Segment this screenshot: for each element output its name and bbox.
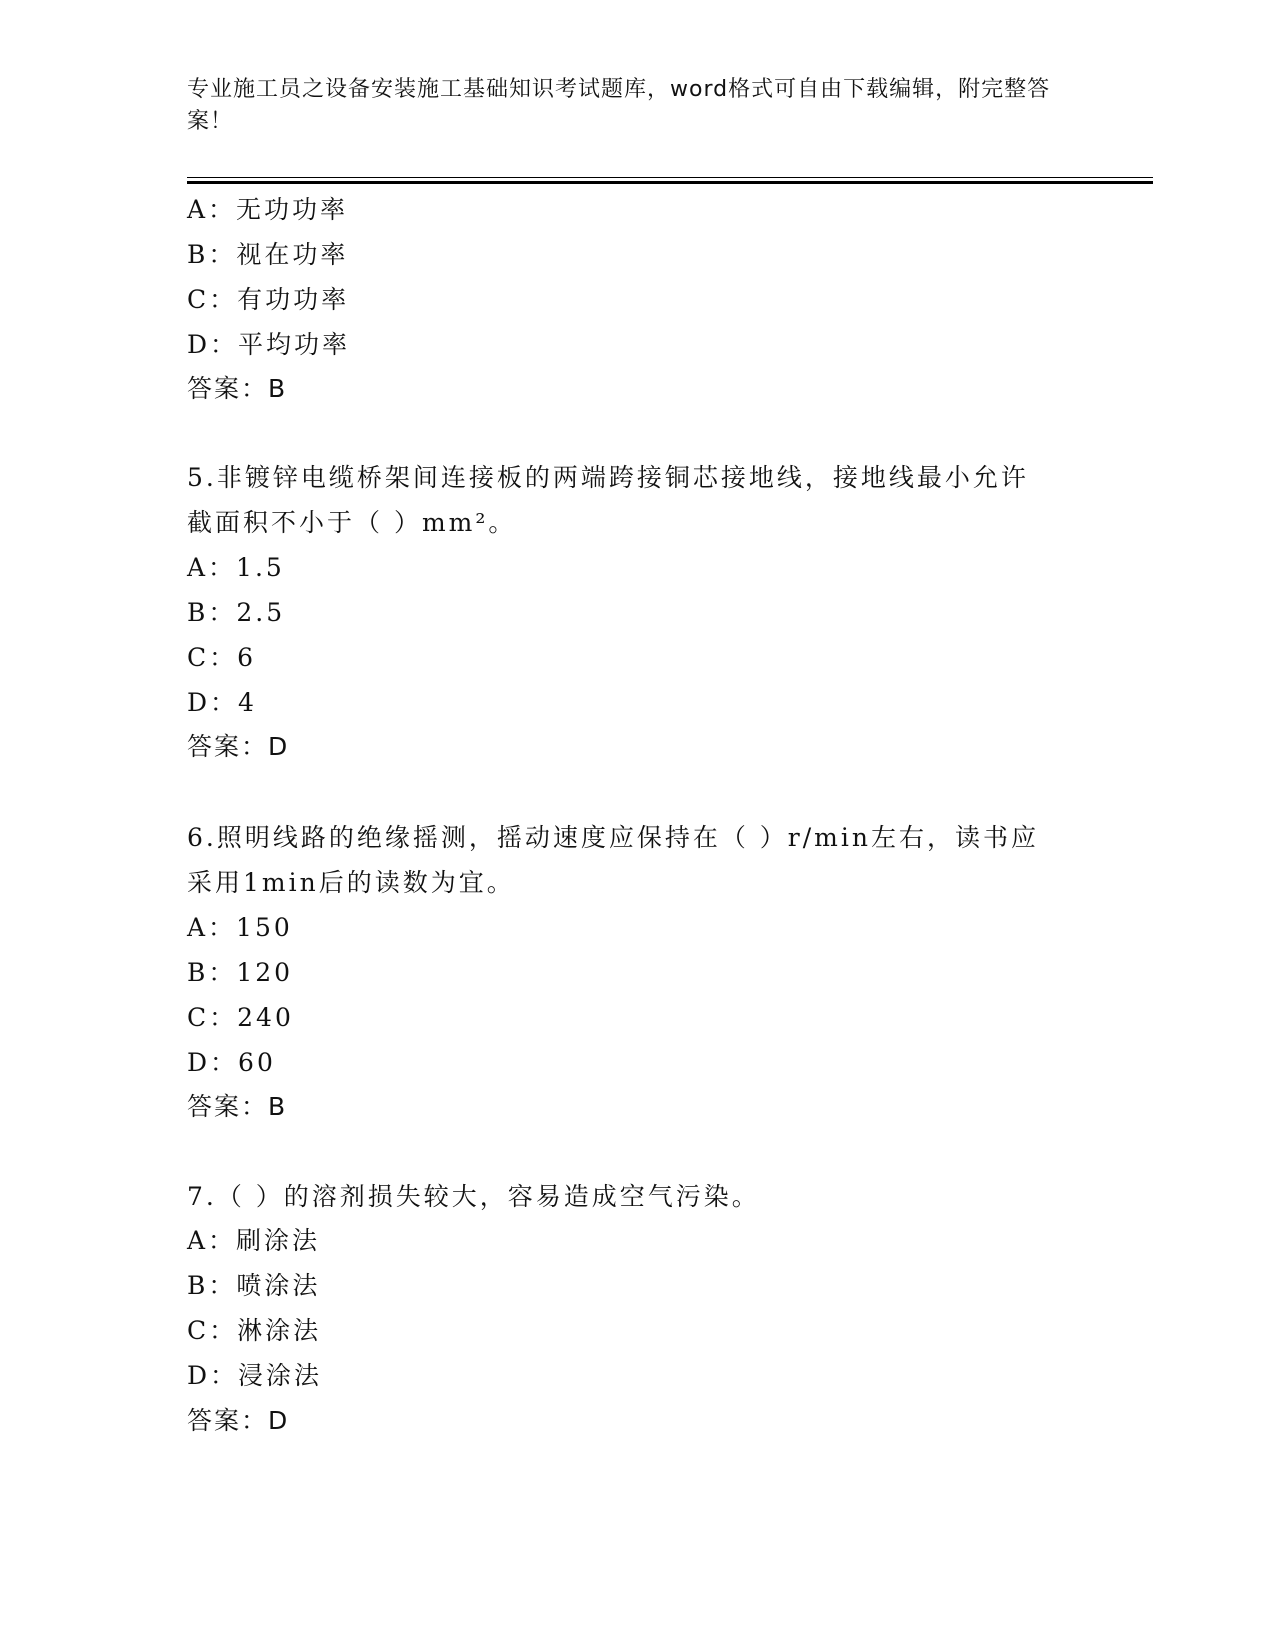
q7-stem-line1: 7.（ ）的溶剂损失较大，容易造成空气污染。	[187, 1182, 760, 1211]
q6-option-d: D：60	[187, 1048, 276, 1077]
q7-answer: 答案：D	[187, 1406, 290, 1435]
q6-stem-line2: 采用1min后的读数为宜。	[187, 868, 515, 897]
document-header: 专业施工员之设备安装施工基础知识考试题库，word格式可自由下载编辑，附完整答案！	[187, 77, 1051, 134]
q7-option-d: D：浸涂法	[187, 1361, 323, 1390]
q6-stem-line1: 6.照明线路的绝缘摇测，摇动速度应保持在（ ）r/min左右，读书应	[187, 823, 1039, 852]
header-divider-thin	[187, 177, 1153, 178]
q5-option-a: A：1.5	[187, 553, 285, 582]
q6-option-a: A：150	[187, 913, 293, 942]
q4-option-d: D：平均功率	[187, 330, 351, 359]
q4-option-a: A：无功功率	[187, 195, 349, 224]
q4-answer: 答案：B	[187, 374, 288, 403]
q5-stem-line2: 截面积不小于（ ）mm²。	[187, 508, 517, 537]
q7-option-c: C：淋涂法	[187, 1316, 322, 1345]
q5-option-d: D：4	[187, 688, 257, 717]
q5-answer: 答案：D	[187, 732, 290, 761]
q4-option-b: B：视在功率	[187, 240, 349, 269]
q6-answer: 答案：B	[187, 1092, 288, 1121]
q6-option-c: C：240	[187, 1003, 294, 1032]
q6-option-b: B：120	[187, 958, 294, 987]
q4-option-c: C：有功功率	[187, 285, 350, 314]
q5-option-b: B：2.5	[187, 598, 286, 627]
q7-option-a: A：刷涂法	[187, 1226, 321, 1255]
q7-option-b: B：喷涂法	[187, 1271, 321, 1300]
q5-stem-line1: 5.非镀锌电缆桥架间连接板的两端跨接铜芯接地线，接地线最小允许	[187, 463, 1029, 492]
header-divider-thick	[187, 181, 1153, 184]
q5-option-c: C：6	[187, 643, 257, 672]
